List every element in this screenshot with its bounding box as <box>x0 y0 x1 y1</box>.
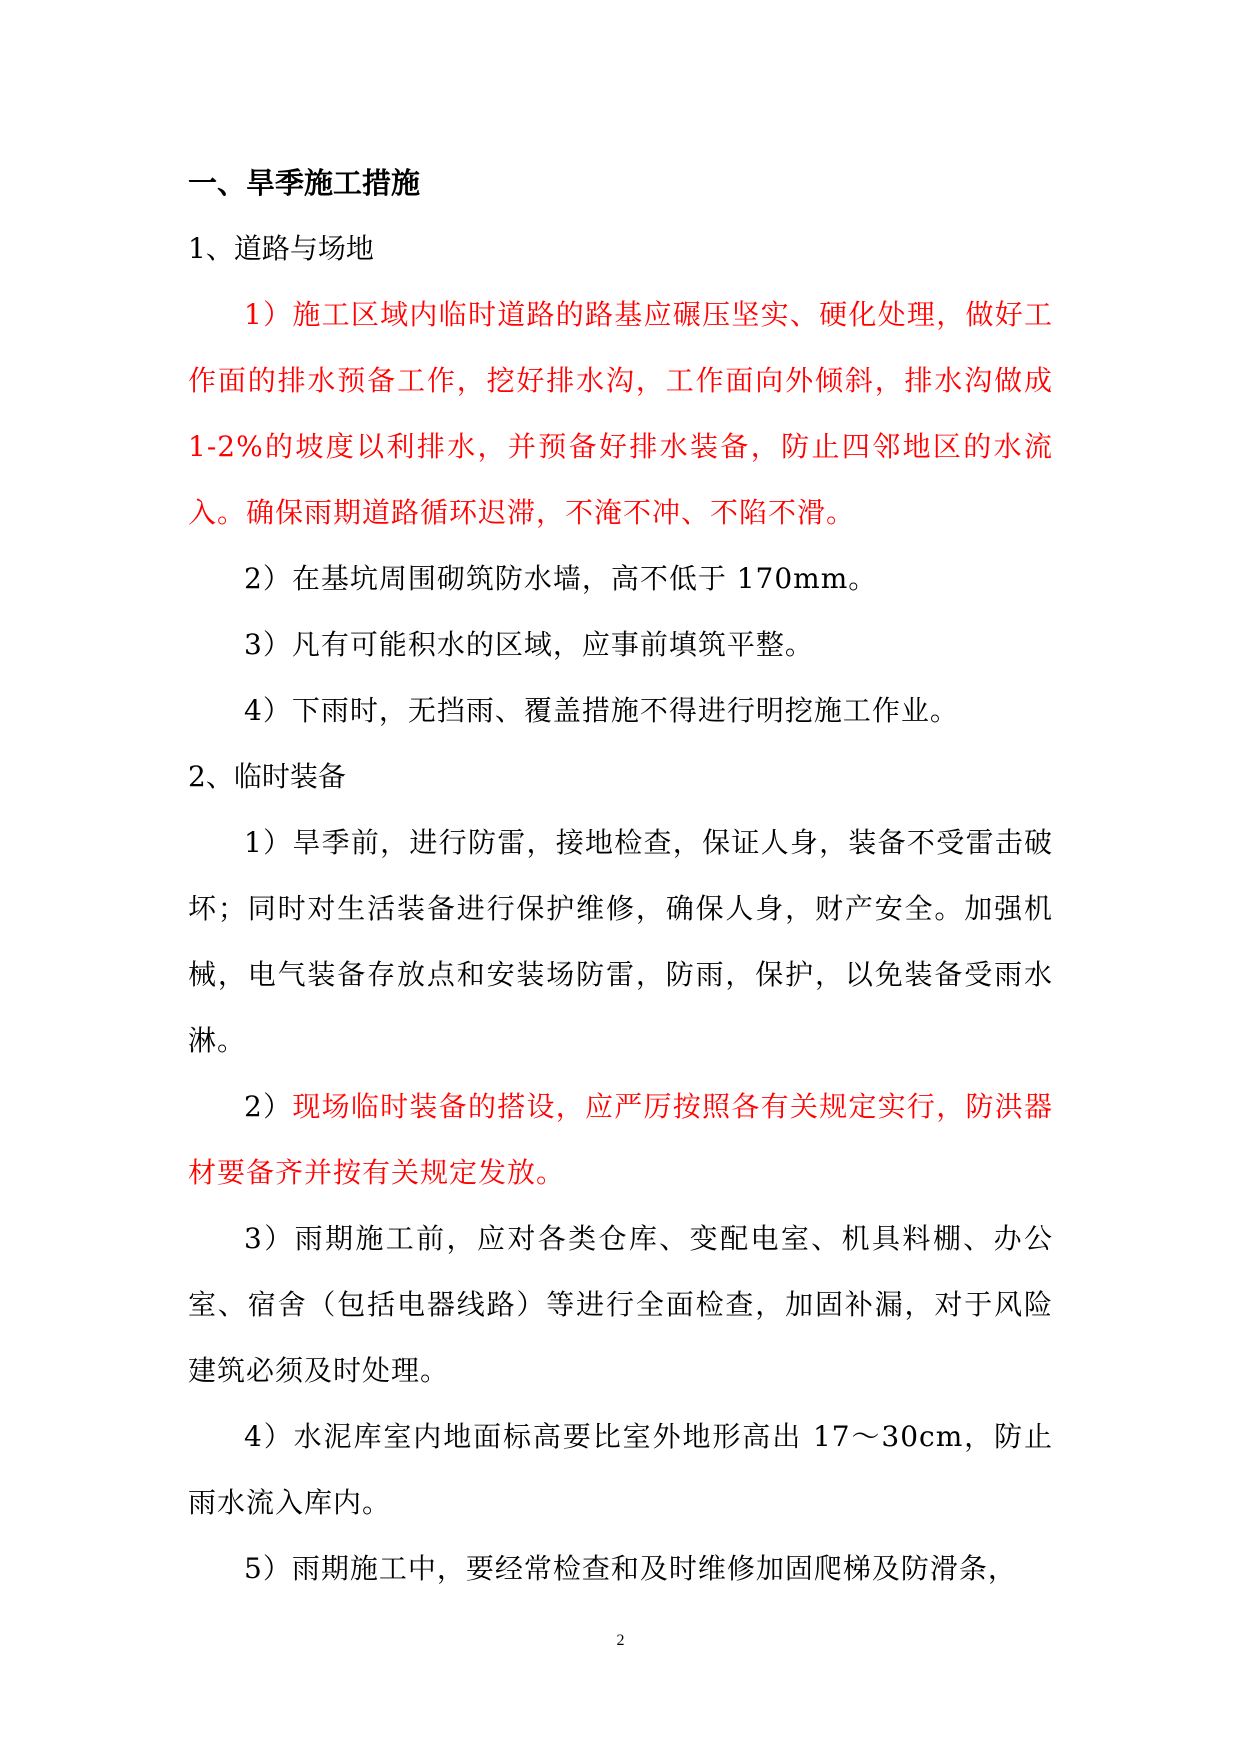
paragraph-waterproof-wall: 2）在基坑周围砌筑防水墙，高不低于 170mm。 <box>244 562 878 595</box>
paragraph-number: 2） <box>244 1090 293 1123</box>
paragraph-cement-store: 4）水泥库室内地面标高要比室外地形高出 17～30cm，防止雨水流入库内。 <box>188 1420 1053 1519</box>
paragraph-fill-areas: 3）凡有可能积水的区域，应事前填筑平整。 <box>244 628 814 661</box>
paragraph-lightning-check: 1）旱季前，进行防雷，接地检查，保证人身，装备不受雷击破坏；同时对生活装备进行保护维修，确保人身，财产安全。加强机械，电气装备存放点和安装场防雷，防雨，保护，以免装备受雨水淋。 <box>188 826 1053 1057</box>
page-number: 2 <box>616 1632 625 1649</box>
paragraph-rain-excavation: 4）下雨时，无挡雨、覆盖措施不得进行明挖施工作业。 <box>244 694 959 727</box>
paragraph-ladder-maintenance: 5）雨期施工中，要经常检查和及时维修加固爬梯及防滑条， <box>244 1552 1017 1585</box>
subsection-title-roads: 1、道路与场地 <box>188 232 374 265</box>
highlighted-text: 现场临时装备的搭设，应严厉按照各有关规定实行，防洪器材要备齐并按有关规定发放。 <box>188 1090 1053 1189</box>
paragraph-road-subgrade: 1）施工区域内临时道路的路基应碾压坚实、硬化处理，做好工作面的排水预备工作，挖好排水沟，工作面向外倾斜，排水沟做成 1-2%的坡度以利排水，并预备好排水装备，防止四邻地区的水流入。确保雨期道路循环迟滞，不淹不冲、不陷不滑。 <box>188 298 1053 529</box>
section-heading: 一、旱季施工措施 <box>188 166 421 200</box>
paragraph-temp-equipment <box>188 1074 1053 1206</box>
page-content <box>188 150 1053 1602</box>
subsection-title-equipment: 2、临时装备 <box>188 760 346 793</box>
paragraph-warehouse-check: 3）雨期施工前，应对各类仓库、变配电室、机具料棚、办公室、宿舍（包括电器线路）等进行全面检查，加固补漏，对于风险建筑必须及时处理。 <box>188 1222 1053 1387</box>
